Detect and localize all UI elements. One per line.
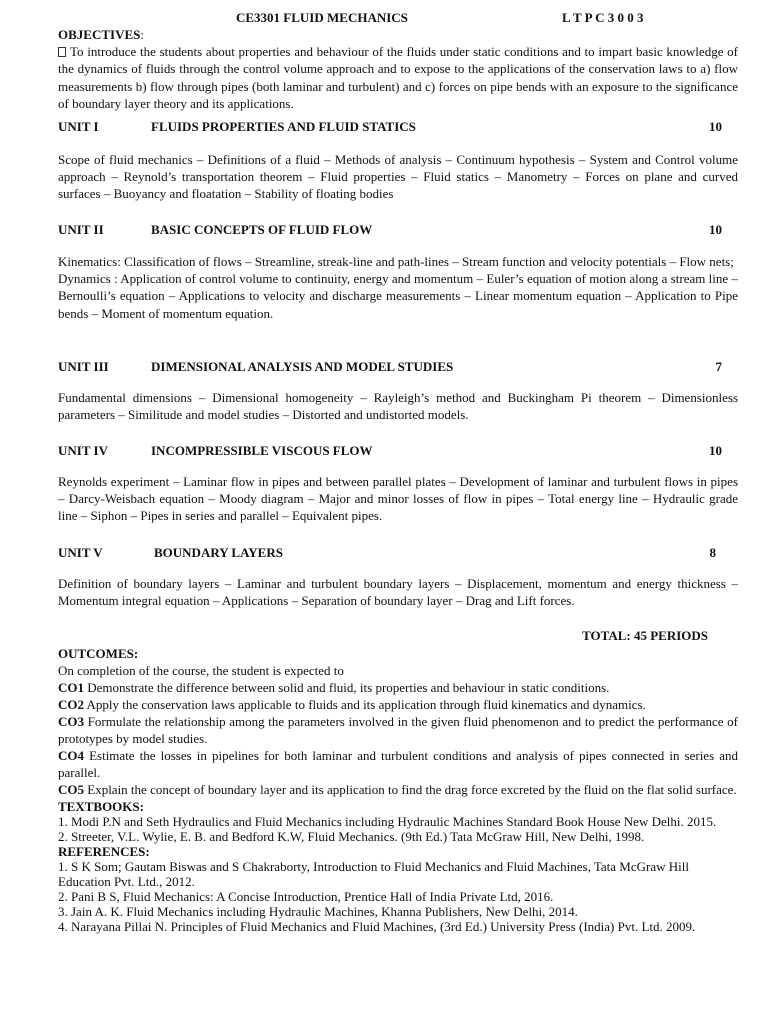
objectives-text: To introduce the students about properties and behaviour of the fluids under static conditions and to impart basic knowledge of the dynamics of fluids through the control volume approach and to expose to the applications of the conservation laws to a) flow measurements b) flow through pipes (both laminar and turbulent) and c) forces on pipe bends with an exposure to the significance of boundary layer theory and its applications.	[58, 44, 738, 111]
unit-5-title: BOUNDARY LAYERS	[154, 545, 283, 560]
reference-item: 4. Narayana Pillai N. Principles of Fluid Mechanics and Fluid Machines, (3rd Ed.) University Press (India) Pvt. Ltd. 2009.	[58, 919, 696, 934]
unit-1-header	[58, 118, 738, 135]
unit-3-number: UNIT III	[58, 359, 109, 374]
unit-4-content	[58, 473, 738, 525]
unit-2-kinematics-paragraph: Kinematics: Classification of flows – Streamline, streak-line and path-lines – Stream function and velocity potentials – Flow nets;	[58, 254, 734, 269]
outcome-item-co4	[58, 747, 738, 781]
outcome-text: Apply the conservation laws applicable to fluids and its application through fluid kinematics and dynamics.	[84, 697, 646, 712]
unit-5-content	[58, 575, 738, 609]
outcome-code: CO5	[58, 782, 84, 797]
box-bullet-icon	[58, 47, 66, 57]
course-title: CE3301 FLUID MECHANICS	[236, 10, 408, 25]
outcomes-heading: OUTCOMES:	[58, 646, 139, 661]
outcome-text: Demonstrate the difference between solid and fluid, its properties and behaviour in static conditions.	[84, 680, 610, 695]
outcome-item-co3	[58, 713, 738, 747]
objectives-heading-line	[58, 26, 738, 43]
reference-item: 1. S K Som; Gautam Biswas and S Chakraborty, Introduction to Fluid Mechanics and Fluid Machines, Tata McGraw Hill Education Pvt. Ltd., 2012.	[58, 859, 689, 889]
objectives-section	[58, 26, 738, 112]
outcome-code: CO3	[58, 714, 84, 729]
outcome-item-co2	[58, 696, 738, 713]
objectives-text-block	[58, 43, 738, 112]
reference-item: 2. Pani B S, Fluid Mechanics: A Concise Introduction, Prentice Hall of India Private Ltd, 2016.	[58, 889, 554, 904]
unit-1-paragraph: Scope of fluid mechanics – Definitions of a fluid – Methods of analysis – Continuum hypothesis – System and Control volume approach – Reynold’s transportation theorem – Fluid properties – Fluid statics – Manometry – Forces on plane and curved surfaces – Buoyancy and floatation – Stability of floating bodies	[58, 152, 738, 202]
unit-4-number: UNIT IV	[58, 443, 108, 458]
outcome-item-co5	[58, 781, 738, 798]
textbook-item: 1. Modi P.N and Seth Hydraulics and Fluid Mechanics including Hydraulic Machines Standard Book House New Delhi. 2015.	[58, 814, 717, 829]
unit-3-content	[58, 389, 738, 423]
reference-item: 3. Jain A. K. Fluid Mechanics including Hydraulic Machines, Khanna Publishers, New Delhi, 2014.	[58, 904, 578, 919]
outcome-item-co1	[58, 679, 738, 696]
unit-3-hours: 7	[715, 359, 722, 374]
unit-1-number: UNIT I	[58, 119, 99, 134]
unit-1-title: FLUIDS PROPERTIES AND FLUID STATICS	[151, 119, 416, 134]
unit-5-paragraph: Definition of boundary layers – Laminar and turbulent boundary layers – Displacement, momentum and energy thickness – Momentum integral equation – Applications – Separation of boundary layer – Drag and Lift forces.	[58, 576, 738, 609]
outcome-code: CO4	[58, 748, 84, 763]
objectives-heading: OBJECTIVES	[58, 27, 141, 42]
outcome-text: Explain the concept of boundary layer and its application to find the drag force excreted by the fluid on the flat solid surface.	[84, 782, 737, 797]
textbook-item: 2. Streeter, V.L. Wylie, E. B. and Bedford K.W, Fluid Mechanics. (9th Ed.) Tata McGraw Hill, New Delhi, 1998.	[58, 829, 645, 844]
outcomes-list	[58, 679, 738, 798]
ltpc-credits: L T P C 3 0 0 3	[562, 10, 644, 25]
outcomes-intro: On completion of the course, the student is expected to	[58, 663, 344, 678]
unit-5-number: UNIT V	[58, 545, 103, 560]
references-heading: REFERENCES:	[58, 844, 150, 859]
references-list	[58, 859, 738, 934]
course-header	[0, 10, 768, 26]
outcome-code: CO2	[58, 697, 84, 712]
unit-4-paragraph: Reynolds experiment – Laminar flow in pipes and between parallel plates – Development of laminar and turbulent flows in pipes – Darcy-Weisbach equation – Moody diagram – Major and minor losses of flow in pipes – Total energy line – Hydraulic grade line – Siphon – Pipes in series and parallel – Equivalent pipes.	[58, 474, 738, 524]
unit-3-paragraph: Fundamental dimensions – Dimensional homogeneity – Rayleigh’s method and Buckingham Pi theorem – Dimensionless parameters – Similitude and model studies – Distorted and undistorted models.	[58, 390, 738, 423]
unit-2-number: UNIT II	[58, 222, 104, 237]
textbooks-list	[58, 814, 738, 844]
unit-5-hours: 8	[709, 545, 716, 560]
textbooks-heading: TEXTBOOKS:	[58, 799, 144, 814]
outcome-code: CO1	[58, 680, 84, 695]
total-periods: TOTAL: 45 PERIODS	[582, 628, 708, 643]
unit-2-hours: 10	[709, 222, 722, 237]
unit-3-header	[58, 358, 738, 375]
unit-5-header	[58, 544, 738, 561]
unit-1-hours: 10	[709, 119, 722, 134]
unit-4-header	[58, 442, 738, 459]
unit-1-content	[58, 151, 738, 203]
unit-2-header	[58, 221, 738, 238]
unit-2-content	[58, 253, 738, 322]
unit-4-title: INCOMPRESSIBLE VISCOUS FLOW	[151, 443, 373, 458]
unit-3-title: DIMENSIONAL ANALYSIS AND MODEL STUDIES	[151, 359, 454, 374]
unit-2-title: BASIC CONCEPTS OF FLUID FLOW	[151, 222, 373, 237]
unit-2-dynamics-paragraph: Dynamics : Application of control volume to continuity, energy and momentum – Euler’s equation of motion along a stream line – Bernoulli’s equation – Applications to velocity and discharge measurements – Linear momentum equation – Application to Pipe bends – Moment of momentum equation.	[58, 271, 738, 321]
unit-4-hours: 10	[709, 443, 722, 458]
outcome-text: Formulate the relationship among the parameters involved in the given fluid phenomenon and to predict the performance of prototypes by model studies.	[58, 714, 738, 746]
outcomes-section	[58, 645, 738, 934]
objectives-colon: :	[140, 27, 144, 42]
outcome-text: Estimate the losses in pipelines for both laminar and turbulent conditions and analysis of pipes connected in series and parallel.	[58, 748, 738, 780]
